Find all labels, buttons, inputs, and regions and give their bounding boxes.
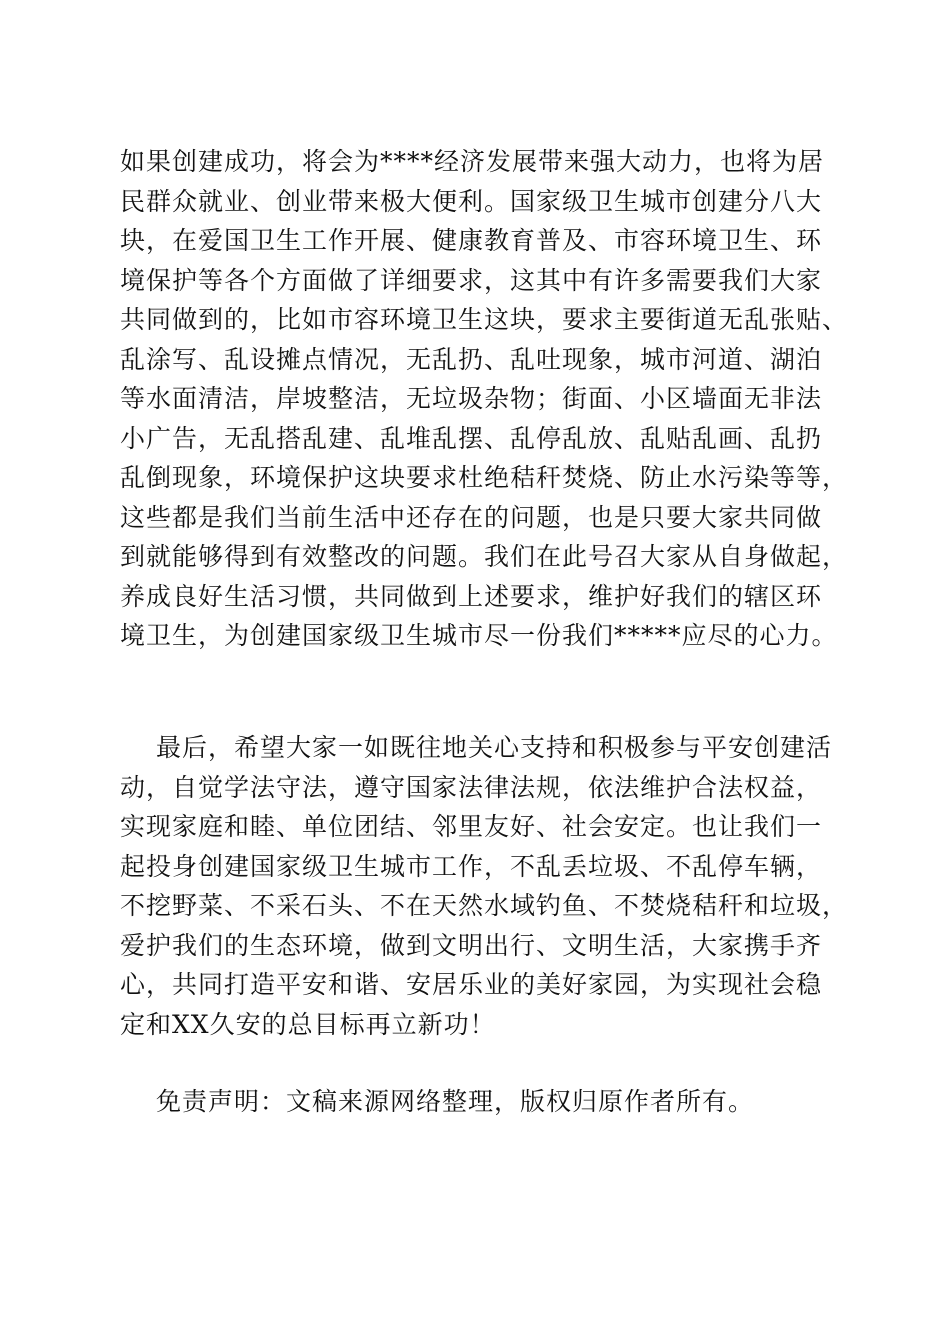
text-line: 爱护我们的生态环境，做到文明出行、文明生活，大家携手齐 (120, 930, 823, 960)
paragraph-2 (120, 728, 849, 1044)
text-line: 如果创建成功，将会为****经济发展带来强大动力，也将为居 (120, 147, 825, 176)
text-line: 到就能够得到有效整改的问题。我们在此号召大家从自身做起， (120, 542, 849, 571)
text-line: 境卫生，为创建国家级卫生城市尽一份我们*****应尽的心力。 (120, 621, 838, 650)
text-line: 小广告，无乱搭乱建、乱堆乱摆、乱停乱放、乱贴乱画、乱扔 (120, 423, 823, 453)
text-line: 乱涂写、乱设摊点情况，无乱扔、乱吐现象，城市河道、湖泊 (120, 344, 823, 374)
disclaimer-text: 免责声明：文稿来源网络整理，版权归原作者所有。 (156, 1087, 755, 1116)
text-line: 等水面清洁，岸坡整洁，无垃圾杂物；街面、小区墙面无非法 (120, 384, 823, 413)
text-line: 心，共同打造平安和谐、安居乐业的美好家园，为实现社会稳 (120, 970, 823, 999)
text-line: 实现家庭和睦、单位团结、邻里友好、社会安定。也让我们一 (120, 812, 823, 841)
text-line: 民群众就业、创业带来极大便利。国家级卫生城市创建分八大 (120, 186, 823, 216)
text-line: 动，自觉学法守法，遵守国家法律法规，依法维护合法权益， (120, 772, 823, 802)
text-line: 乱倒现象，环境保护这块要求杜绝秸秆焚烧、防止水污染等等， (120, 463, 849, 492)
paragraph-1 (120, 142, 849, 656)
text-line: 块，在爱国卫生工作开展、健康教育普及、市容环境卫生、环 (120, 226, 823, 255)
text-line: 养成良好生活习惯，共同做到上述要求，维护好我们的辖区环 (120, 581, 823, 611)
text-line: 起投身创建国家级卫生城市工作，不乱丢垃圾、不乱停车辆， (120, 851, 823, 881)
text-line: 境保护等各个方面做了详细要求，这其中有许多需要我们大家 (120, 265, 823, 295)
text-line: 这些都是我们当前生活中还存在的问题，也是只要大家共同做 (120, 502, 823, 532)
disclaimer-paragraph (120, 1082, 836, 1122)
text-line: 定和XX久安的总目标再立新功！ (120, 1009, 496, 1039)
text-line: 共同做到的，比如市容环境卫生这块，要求主要街道无乱张贴、 (120, 305, 849, 334)
text-line: 不挖野菜、不采石头、不在天然水域钓鱼、不焚烧秸秆和垃圾， (120, 891, 849, 920)
text-line: 最后，希望大家一如既往地关心支持和积极参与平安创建活 (156, 733, 833, 762)
